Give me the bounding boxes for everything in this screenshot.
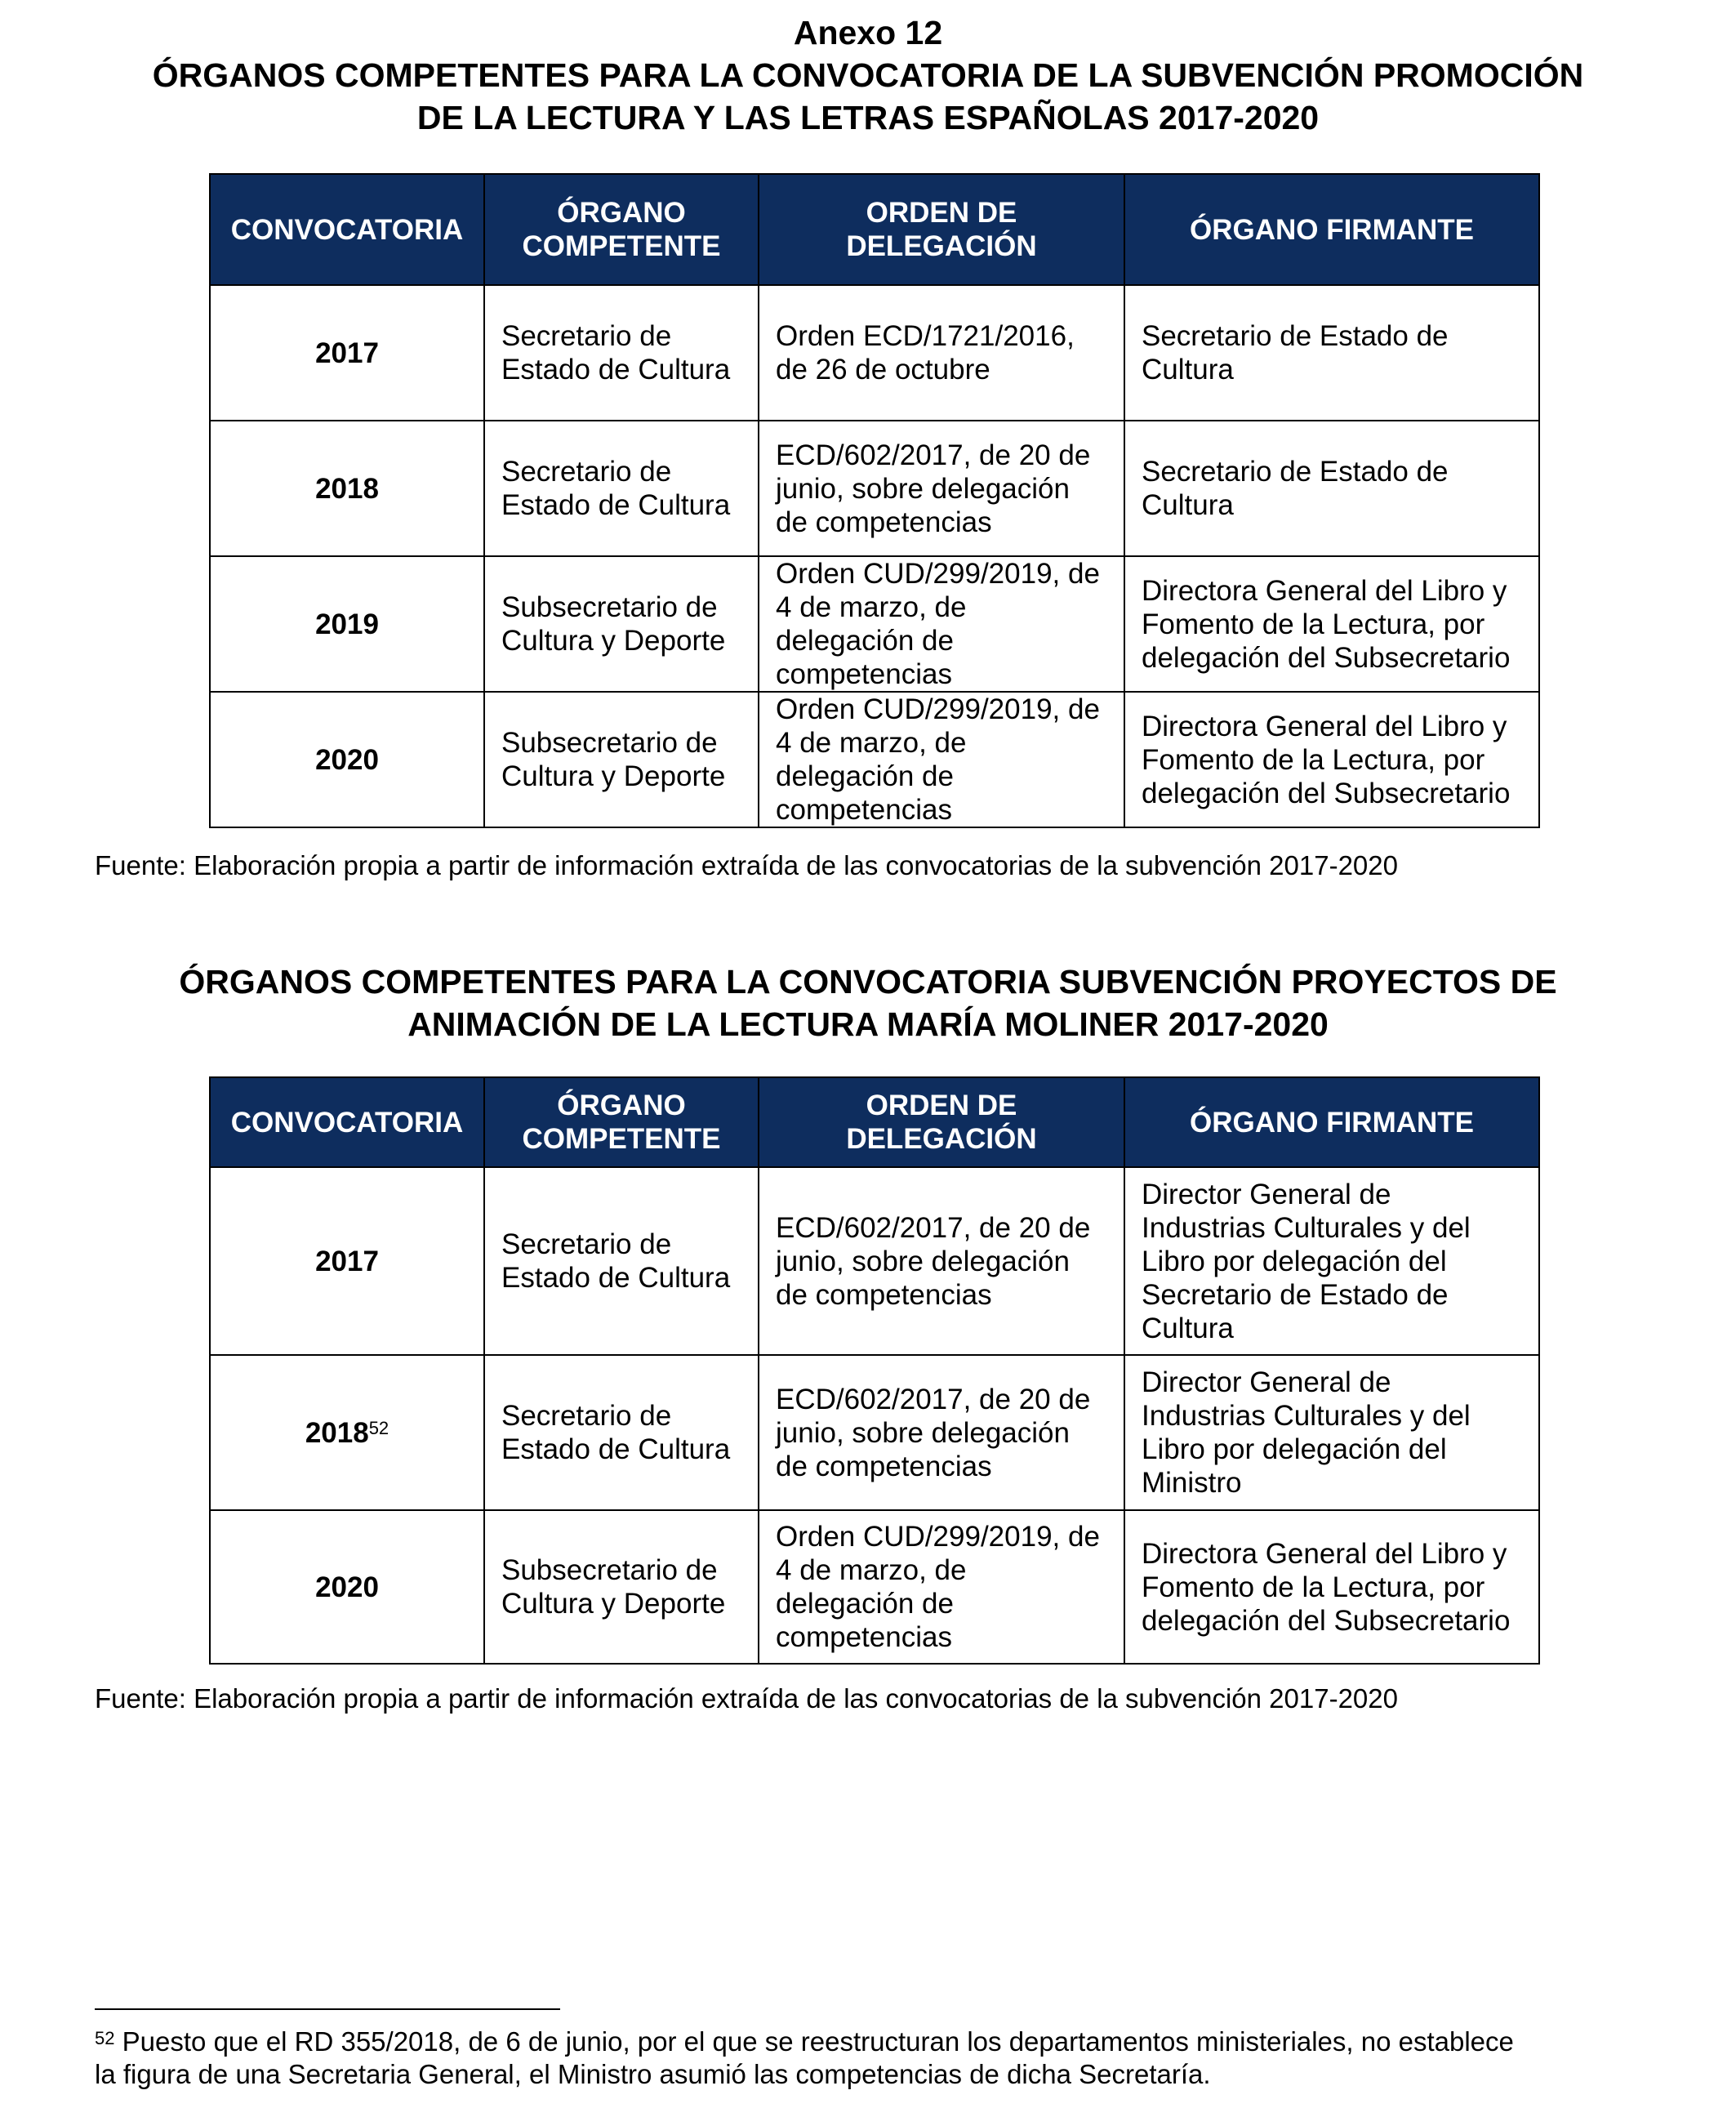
cell-line: Estado de Cultura <box>501 354 731 386</box>
table-row <box>210 1355 1539 1510</box>
header-organo-competente <box>484 1077 759 1167</box>
footnote-text: Puesto que el RD 355/2018, de 6 de junio, por el que se reestructuran los departamentos ministeriales, no establece <box>122 2026 1514 2057</box>
cell-line: junio, sobre delegación <box>776 1416 1070 1449</box>
cell-line: Fomento de la Lectura, por <box>1142 608 1485 640</box>
cell-line: competencias <box>776 1621 952 1653</box>
cell-firmante <box>1124 692 1539 827</box>
cell-line: 4 de marzo, de <box>776 591 967 623</box>
cell-line: Fomento de la Lectura, por <box>1142 1571 1485 1603</box>
cell-line: Secretario de Estado de <box>1142 320 1449 352</box>
header-line: ORDEN DE <box>866 1090 1017 1121</box>
cell-orden <box>759 285 1124 421</box>
header-organo-firmante: ÓRGANO FIRMANTE <box>1124 174 1539 285</box>
section-title <box>0 960 1736 1045</box>
cell-orden <box>759 1355 1124 1510</box>
source-note: Fuente: Elaboración propia a partir de información extraída de las convocatorias de la subvención 2017-2020 <box>95 850 1398 880</box>
cell-line: de competencias <box>776 1278 992 1311</box>
cell-year: 2020 <box>210 1510 484 1664</box>
section-title-line-2: ANIMACIÓN DE LA LECTURA MARÍA MOLINER 2017-2020 <box>407 1005 1329 1043</box>
cell-line: Orden CUD/299/2019, de <box>776 558 1100 590</box>
cell-line: delegación del Subsecretario <box>1142 777 1511 809</box>
cell-line: Secretario de Estado de <box>1142 1278 1449 1311</box>
cell-orden <box>759 1510 1124 1664</box>
cell-line: Estado de Cultura <box>501 489 731 521</box>
header-line: DELEGACIÓN <box>846 230 1037 262</box>
cell-line: Secretario de <box>501 320 672 352</box>
cell-line: Fomento de la Lectura, por <box>1142 743 1485 776</box>
cell-organo <box>484 421 759 556</box>
table-header-row <box>210 1077 1539 1167</box>
cell-year: 2017 <box>210 1167 484 1355</box>
footnote-number: 52 <box>95 2028 115 2048</box>
cell-orden <box>759 1167 1124 1355</box>
table-row <box>210 285 1539 421</box>
header-convocatoria: CONVOCATORIA <box>210 174 484 285</box>
table-row <box>210 421 1539 556</box>
cell-organo <box>484 556 759 692</box>
cell-line: Industrias Culturales y del <box>1142 1400 1471 1432</box>
year-text: 2018 <box>305 1416 369 1449</box>
cell-line: competencias <box>776 658 952 690</box>
cell-line: de 26 de octubre <box>776 354 990 386</box>
cell-organo <box>484 1167 759 1355</box>
cell-line: Secretario de <box>501 1228 672 1260</box>
cell-organo <box>484 285 759 421</box>
table-row <box>210 1167 1539 1355</box>
header-line: DELEGACIÓN <box>846 1123 1037 1155</box>
cell-line: delegación de <box>776 1588 954 1620</box>
cell-line: Directora General del Libro y <box>1142 574 1507 607</box>
table-row <box>210 556 1539 692</box>
table-promocion-lectura <box>209 173 1540 828</box>
footnote-line-2: la figura de una Secretaria General, el Ministro asumió las competencias de dicha Secretaría. <box>95 2059 1211 2089</box>
cell-line: Cultura y Deporte <box>501 625 726 657</box>
cell-year: 2018 <box>210 421 484 556</box>
cell-line: Directora General del Libro y <box>1142 710 1507 742</box>
table-maria-moliner <box>209 1076 1540 1665</box>
cell-year: 2020 <box>210 692 484 827</box>
cell-firmante <box>1124 421 1539 556</box>
cell-line: 4 de marzo, de <box>776 1554 967 1586</box>
cell-firmante <box>1124 1355 1539 1510</box>
header-organo-firmante: ÓRGANO FIRMANTE <box>1124 1077 1539 1167</box>
cell-line: Estado de Cultura <box>501 1433 731 1465</box>
footnote-reference[interactable]: 52 <box>368 1417 389 1438</box>
cell-year <box>210 1355 484 1510</box>
cell-line: Orden CUD/299/2019, de <box>776 1521 1100 1553</box>
cell-line: 4 de marzo, de <box>776 727 967 759</box>
header-orden-delegacion <box>759 1077 1124 1167</box>
annex-title-line-1: ÓRGANOS COMPETENTES PARA LA CONVOCATORIA DE LA SUBVENCIÓN PROMOCIÓN <box>152 56 1584 94</box>
header-convocatoria: CONVOCATORIA <box>210 1077 484 1167</box>
cell-firmante <box>1124 1510 1539 1664</box>
cell-firmante <box>1124 556 1539 692</box>
cell-line: Libro por delegación del <box>1142 1245 1447 1277</box>
cell-line: Directora General del Libro y <box>1142 1537 1507 1570</box>
cell-line: Subsecretario de <box>501 1554 718 1586</box>
cell-line: ECD/602/2017, de 20 de <box>776 439 1091 471</box>
header-line: ÓRGANO <box>557 197 686 229</box>
table-header-row <box>210 174 1539 285</box>
cell-line: Industrias Culturales y del <box>1142 1211 1471 1244</box>
source-note: Fuente: Elaboración propia a partir de información extraída de las convocatorias de la subvención 2017-2020 <box>95 1683 1398 1714</box>
header-line: COMPETENTE <box>522 1123 721 1155</box>
cell-line: Director General de <box>1142 1366 1391 1398</box>
cell-line: Estado de Cultura <box>501 1262 731 1294</box>
cell-orden <box>759 692 1124 827</box>
cell-year: 2017 <box>210 285 484 421</box>
cell-orden <box>759 421 1124 556</box>
cell-line: Director General de <box>1142 1178 1391 1210</box>
header-organo-competente <box>484 174 759 285</box>
cell-year: 2019 <box>210 556 484 692</box>
cell-line: Ministro <box>1142 1467 1242 1499</box>
cell-line: delegación del Subsecretario <box>1142 1604 1511 1637</box>
cell-firmante <box>1124 1167 1539 1355</box>
cell-line: junio, sobre delegación <box>776 1245 1070 1277</box>
cell-line: de competencias <box>776 1450 992 1482</box>
cell-line: Cultura <box>1142 489 1234 521</box>
section-title-line-1: ÓRGANOS COMPETENTES PARA LA CONVOCATORIA SUBVENCIÓN PROYECTOS DE <box>179 963 1557 1001</box>
cell-line: Secretario de <box>501 456 672 488</box>
footnote <box>95 2026 1646 2091</box>
table-row <box>210 692 1539 827</box>
cell-line: Secretario de <box>501 1400 672 1432</box>
cell-line: Subsecretario de <box>501 727 718 759</box>
cell-line: Cultura <box>1142 1312 1234 1344</box>
cell-line: Orden ECD/1721/2016, <box>776 320 1075 352</box>
cell-line: Libro por delegación del <box>1142 1433 1447 1465</box>
cell-line: Orden CUD/299/2019, de <box>776 693 1100 725</box>
table-row <box>210 1510 1539 1664</box>
cell-organo <box>484 1355 759 1510</box>
cell-line: delegación de <box>776 625 954 657</box>
annex-title <box>0 11 1736 139</box>
cell-line: delegación del Subsecretario <box>1142 641 1511 674</box>
cell-line: ECD/602/2017, de 20 de <box>776 1211 1091 1244</box>
cell-line: Cultura <box>1142 354 1234 386</box>
cell-line: Subsecretario de <box>501 591 718 623</box>
header-orden-delegacion <box>759 174 1124 285</box>
cell-line: delegación de <box>776 760 954 792</box>
header-line: COMPETENTE <box>522 230 721 262</box>
cell-line: Cultura y Deporte <box>501 1588 726 1620</box>
cell-line: competencias <box>776 794 952 826</box>
footnote-line-1 <box>95 2026 1646 2058</box>
cell-firmante <box>1124 285 1539 421</box>
annex-title-line-2: DE LA LECTURA Y LAS LETRAS ESPAÑOLAS 2017-2020 <box>416 99 1320 136</box>
cell-organo <box>484 1510 759 1664</box>
cell-line: junio, sobre delegación <box>776 472 1070 505</box>
header-line: ORDEN DE <box>866 197 1017 229</box>
cell-line: de competencias <box>776 506 992 538</box>
footnote-divider <box>95 2008 560 2010</box>
cell-line: Cultura y Deporte <box>501 760 726 792</box>
cell-line: ECD/602/2017, de 20 de <box>776 1383 1091 1415</box>
annex-label: Anexo 12 <box>793 14 943 51</box>
cell-organo <box>484 692 759 827</box>
cell-orden <box>759 556 1124 692</box>
header-line: ÓRGANO <box>557 1090 686 1121</box>
cell-line: Secretario de Estado de <box>1142 456 1449 488</box>
